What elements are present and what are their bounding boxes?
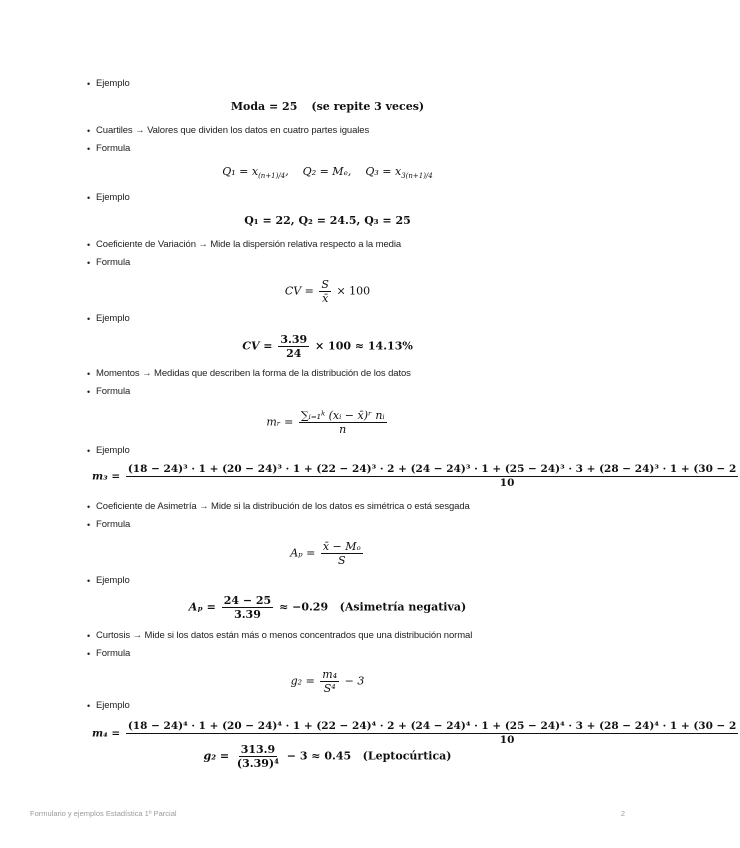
q3-formula: Q₃ = x [365,165,402,178]
ap-denominator: S [338,554,346,567]
moda-example [0,100,655,113]
bullet-formula-momentos: • Formula [96,386,130,398]
cv-formula [0,278,655,305]
bullet-momentos: • Momentos → Medidas que describen la forma de la distribución de los datos [96,368,411,380]
cv-denominator: x̄ [322,292,329,305]
ap-example-note: (Asimetría negativa) [339,600,467,614]
ap-example-fraction [222,594,274,621]
m3-example [92,463,737,490]
mr-denominator: n [339,423,347,436]
q2-formula: Q₂ = Mₑ, [302,165,352,178]
bullet-ejemplo-asimetria: • Ejemplo [96,575,130,587]
q1-subscript: (n+1)/4 [258,172,286,181]
cv-example-numerator: 3.39 [280,333,308,346]
cv-lhs: CV = [284,284,314,298]
ap-example-rhs: ≈ −0.29 [279,600,329,614]
bullet-coef-variacion: • Coeficiente de Variación → Mide la dispersión relativa respecto a la media [96,239,401,251]
cv-example-rhs: × 100 ≈ 14.13% [315,339,413,353]
asimetria-example [0,594,655,621]
m3-lhs: m₃ = [92,470,121,483]
cv-example-fraction [278,333,309,360]
bullet-ejemplo-cv: • Ejemplo [96,313,130,325]
bullet-ejemplo-momentos: • Ejemplo [96,445,130,457]
cv-example-lhs: CV = [242,339,273,353]
bullet-curtosis: • Curtosis → Mide si los datos están más o menos concentrados que una distribución normal [96,630,472,642]
g2-example-numerator: 313.9 [240,743,276,756]
g2-fraction [320,668,339,695]
ap-example-lhs: Aₚ = [188,600,216,614]
g2-numerator: m₄ [322,668,338,681]
q3-subscript: 3(n+1)/4 [401,172,433,181]
mr-numerator: ∑ᵢ₌₁ᵏ (xᵢ − x̄)ʳ nᵢ [300,409,385,422]
cuartiles-formula: $Q_1 = x_{(n+1)/4}$, Q₂ = Mₑ, $Q_3 = x_{3(n+1)/4}$ [222,165,433,181]
m4-denominator: 10 [499,734,515,746]
cv-numerator: S [321,278,329,291]
cv-example-denominator: 24 [286,347,302,360]
m4-lhs: m₄ = [92,727,121,740]
page-number: 2 [620,809,625,818]
bullet-ejemplo-cuartiles: • Ejemplo [96,192,130,204]
cuartiles-example: Q₁ = 22, Q₂ = 24.5, Q₃ = 25 [244,214,411,227]
cv-rhs: × 100 [336,284,371,298]
curtosis-formula [0,668,655,695]
bullet-formula-asimetria: • Formula [96,519,130,531]
g2-example-rhs: − 3 ≈ 0.45 [286,749,352,763]
footer-title: Formulario y ejemplos Estadística 1º Parcial [30,809,177,818]
g2-example-fraction [235,743,281,770]
ap-fraction [321,540,363,567]
mr-lhs: mᵣ = [266,415,294,429]
g2-example [0,743,655,770]
q1-formula: Q₁ = x [222,165,259,178]
bullet-formula-cv: • Formula [96,257,130,269]
bullet-formula-cuartiles: • Formula [96,143,130,155]
bullet-formula-curtosis: • Formula [96,648,130,660]
bullet-cuartiles: • Cuartiles → Valores que dividen los datos en cuatro partes iguales [96,125,369,137]
m4-numerator: (18 − 24)⁴ · 1 + (20 − 24)⁴ · 1 + (22 − 24)⁴ · 2 + (24 − 24)⁴ · 1 + (25 − 24)⁴ · 3 + (28 − 24)⁴ · 1 + (30 − 2 [127,720,737,732]
bullet-coef-asimetria: • Coeficiente de Asimetría → Mide si la distribución de los datos es simétrica o está sesgada [96,501,470,513]
m3-numerator: (18 − 24)³ · 1 + (20 − 24)³ · 1 + (22 − 24)³ · 2 + (24 − 24)³ · 1 + (25 − 24)³ · 3 + (28 − 24)³ · 1 + (30 − 2 [127,463,737,475]
asimetria-formula [0,540,655,567]
g2-lhs: g₂ = [290,674,315,688]
m3-denominator: 10 [499,477,515,489]
cv-fraction [319,278,331,305]
bullet-ejemplo-moda: • Ejemplo [96,78,130,90]
g2-example-note: (Leptocúrtica) [362,749,452,763]
moda-note: (se repite 3 veces) [311,100,425,113]
mr-fraction [299,409,387,436]
momentos-formula [0,409,655,436]
m3-fraction [126,463,739,490]
ap-lhs: Aₚ = [290,546,316,560]
ap-example-denominator: 3.39 [234,608,261,621]
ap-numerator: x̄ − Mₒ [322,540,361,553]
g2-rhs: − 3 [344,674,365,688]
g2-example-lhs: g₂ = [203,749,230,763]
bullet-ejemplo-curtosis: • Ejemplo [96,700,130,712]
moda-value: Moda = 25 [230,100,298,113]
g2-denominator: S⁴ [323,682,336,695]
g2-example-denominator: (3.39)⁴ [236,757,279,770]
cv-example [0,333,655,360]
ap-example-numerator: 24 − 25 [223,594,272,607]
